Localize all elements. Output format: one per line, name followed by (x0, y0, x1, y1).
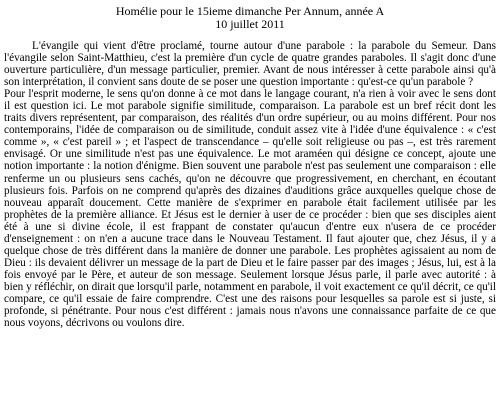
paragraph-1: L'évangile qui vient d'être proclamé, tourne autour d'une parabole : la parabole du Semeur. Dans l'évangile selon Saint-Matthieu, c'est la première d'un cycle de quatre grandes paraboles. Il s'agit donc d'une ouverture particulière, d'un message particulier, premier. Avant de nous intéresser à cette parabole ainsi qu'à son interprétation, il convient sans doute de se poser une question importante : qu'est-ce qu'un parabole ? (4, 40, 496, 89)
document-body (4, 40, 496, 329)
document-date: 10 juillet 2011 (215, 17, 285, 31)
document-title: Homélie pour le 15ieme dimanche Per Annum, année A (115, 4, 385, 18)
paragraph-2: Pour l'esprit moderne, le sens qu'on donne à ce mot dans le langage courant, n'a rien à voir avec le sens dont il est question ici. Le mot parabole signifie similitude, comparaison. La parabole est un bref récit dont les traits divers représentent, par comparaison, des réalités d'un ordre supérieur, ou au moins différent. Pour nos contemporains, l'idée de comparaison ou de similitude, conduit assez vite à l'idée d'une équivalence : « c'est comme », « c'est pareil » ; et l'aspect de transcendance – qu'elle soit religieuse ou pas –, est très rarement envisagé. Or une similitude n'est pas une équivalence. Le mot araméen qui désigne ce concept, ajoute une notion importante : la notion d'énigme. Bien souvent une parabole n'est pas seulement une comparaison : elle renferme un ou plusieurs sens cachés, qu'on ne découvre que progressivement, en cherchant, en écoutant plusieurs fois. Parfois on ne comprend qu'après des dizaines d'auditions grâce auxquelles quelque chose de nouveau apparaît doucement. Cette manière de s'exprimer en parabole était facilement utilisée par les prophètes de la première alliance. Et Jésus est le dernier à user de ce procéder : bien que ses disciples aient été à une si divine école, il est frappant de constater qu'aucun d'entre eux n'usera de ce procéder d'enseignement : on n'en a aucune trace dans le Nouveau Testament. Il faut ajouter que, chez Jésus, il y a quelque chose de très différent dans la manière de donner une parabole. Les prophètes agissaient au nom de Dieu : ils devaient délivrer un message de la part de Dieu et le faire passer par des images ; Jésus, lui, est à la fois envoyé par le Père, et auteur de son message. Seulement lorsque Jésus parle, il parle avec autorité : à bien y réfléchir, on dirait que lorsqu'il parle, notamment en parabole, il voit exactement ce qu'il décrit, ce qu'il compare, ce qu'il essaie de faire comprendre. C'est une des raisons pour lesquelles sa parole est si juste, si profonde, si pénétrante. Pour nous c'est différent : jamais nous n'avons une connaissance parfaite de ce que nous voyons, décrivons ou voulons dire. (4, 88, 496, 330)
